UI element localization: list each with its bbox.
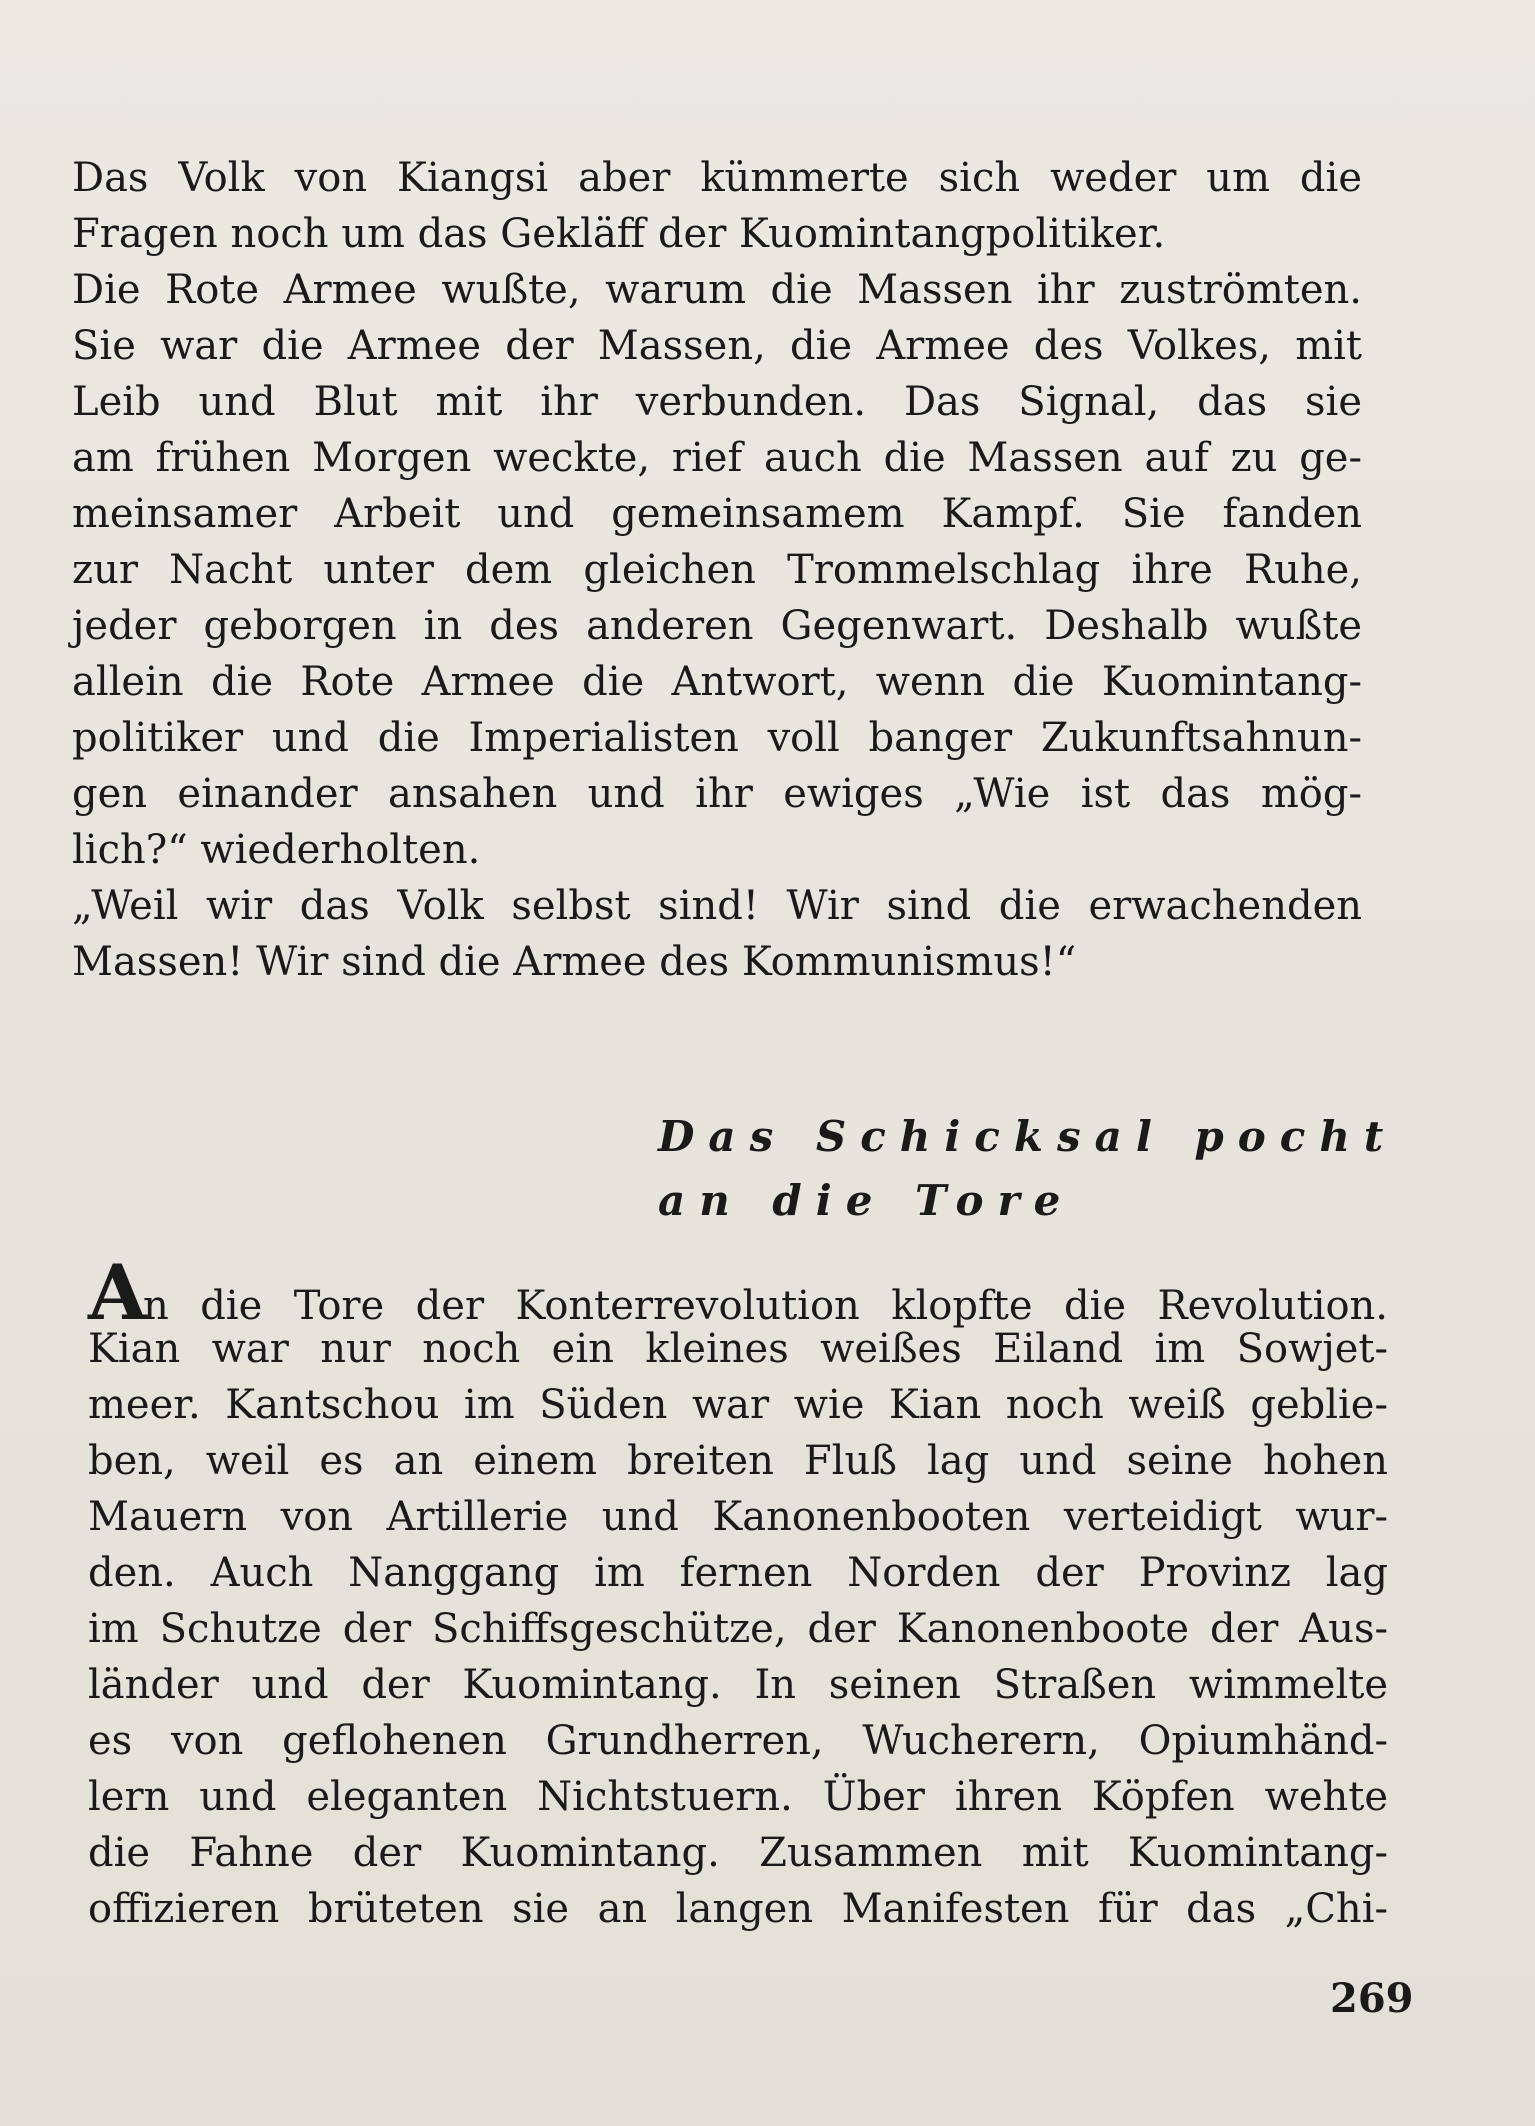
- text-line: Sie war die Armee der Massen, die Armee des Volkes, mit: [72, 323, 1362, 369]
- text-line: im Schutze der Schiffsgeschütze, der Kanonenboote der Aus-: [88, 1606, 1388, 1652]
- text-line: Kian war nur noch ein kleines weißes Eiland im Sowjet-: [88, 1326, 1388, 1372]
- text-line: Leib und Blut mit ihr verbunden. Das Signal, das sie: [72, 379, 1362, 425]
- page-number: 269: [1330, 1975, 1414, 2022]
- text-line: Mauern von Artillerie und Kanonenbooten verteidigt wur-: [88, 1494, 1388, 1540]
- text-line: meinsamer Arbeit und gemeinsamem Kampf. Sie fanden: [72, 491, 1362, 537]
- first-line-rest: n die Tore der Konterrevolution klopfte die Revolution.: [142, 1283, 1388, 1329]
- heading-line-1: Das Schicksal pocht: [658, 1112, 1398, 1161]
- text-line: ben, weil es an einem breiten Fluß lag und seine hohen: [88, 1438, 1388, 1484]
- text-line: allein die Rote Armee die Antwort, wenn die Kuomintang-: [72, 659, 1362, 705]
- text-line: gen einander ansahen und ihr ewiges „Wie ist das mög-: [72, 771, 1362, 817]
- text-line: Fragen noch um das Gekläff der Kuomintangpolitiker.: [72, 211, 1166, 257]
- text-line: lern und eleganten Nichtstuern. Über ihren Köpfen wehte: [88, 1774, 1388, 1820]
- heading-line-2: an die Tore: [658, 1176, 1075, 1225]
- text-line: Das Volk von Kiangsi aber kümmerte sich weder um die: [72, 155, 1362, 201]
- first-text-line: [88, 1248, 1388, 1337]
- text-line: offizieren brüteten sie an langen Manifesten für das „Chi-: [88, 1886, 1388, 1932]
- text-line: jeder geborgen in des anderen Gegenwart. Deshalb wußte: [72, 603, 1362, 649]
- text-line: meer. Kantschou im Süden war wie Kian noch weiß geblie-: [88, 1382, 1388, 1428]
- text-line: lich?“ wiederholten.: [72, 827, 481, 873]
- text-line: zur Nacht unter dem gleichen Trommelschlag ihre Ruhe,: [72, 547, 1362, 593]
- text-line: Massen! Wir sind die Armee des Kommunismus!“: [72, 939, 1077, 985]
- text-line: länder und der Kuomintang. In seinen Straßen wimmelte: [88, 1662, 1388, 1708]
- paragraph-2: [88, 1248, 1388, 1937]
- text-line: politiker und die Imperialisten voll banger Zukunftsahnun-: [72, 715, 1362, 761]
- section-heading: [658, 1105, 1398, 1233]
- paragraph-1: [72, 150, 1372, 990]
- text-line: den. Auch Nanggang im fernen Norden der Provinz lag: [88, 1550, 1388, 1596]
- text-line: „Weil wir das Volk selbst sind! Wir sind die erwachenden: [72, 883, 1362, 929]
- text-line: Die Rote Armee wußte, warum die Massen ihr zuströmten.: [72, 267, 1362, 313]
- drop-cap: A: [88, 1248, 143, 1337]
- text-line: die Fahne der Kuomintang. Zusammen mit Kuomintang-: [88, 1830, 1388, 1876]
- text-line: am frühen Morgen weckte, rief auch die Massen auf zu ge-: [72, 435, 1362, 481]
- text-line: es von geflohenen Grundherren, Wucherern, Opiumhänd-: [88, 1718, 1388, 1764]
